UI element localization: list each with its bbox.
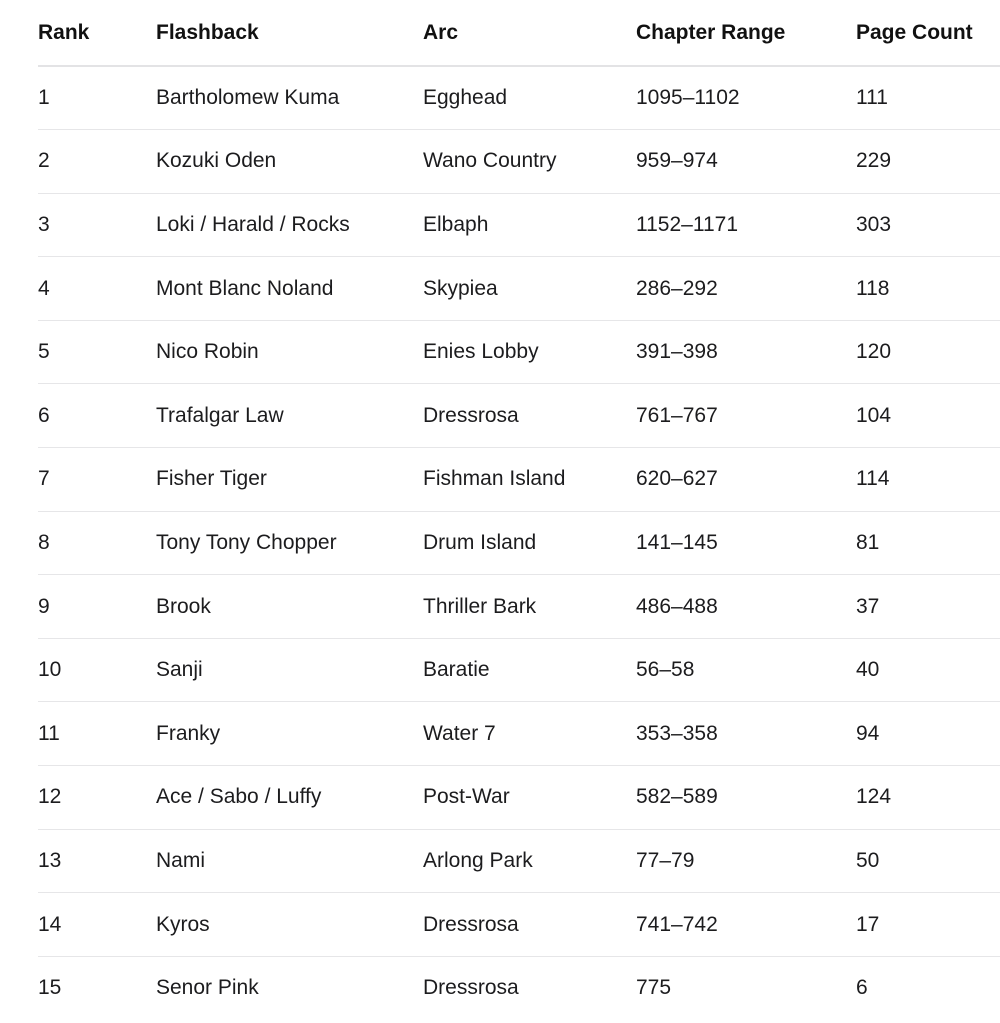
cell-rank: 2 [38, 149, 50, 173]
cell-arc: Dressrosa [423, 403, 519, 427]
cell-flashback: Kyros [156, 912, 210, 936]
cell-rank: 12 [38, 785, 62, 809]
cell-arc: Enies Lobby [423, 340, 539, 364]
cell-chapter-range: 741–742 [636, 912, 718, 936]
table-row [38, 638, 1000, 702]
table-row [38, 384, 1000, 448]
cell-page-count: 229 [856, 149, 892, 173]
table-row [38, 320, 1000, 384]
cell-flashback: Bartholomew Kuma [156, 86, 340, 110]
cell-page-count: 81 [856, 530, 880, 554]
cell-page-count: 118 [856, 276, 890, 300]
table-row [38, 575, 1000, 639]
cell-page-count: 120 [856, 340, 892, 364]
cell-flashback: Mont Blanc Noland [156, 276, 334, 300]
column-header-arc[interactable]: Arc [423, 20, 459, 44]
table-row [38, 193, 1000, 257]
table-row [38, 766, 1000, 830]
cell-flashback: Sanji [156, 658, 203, 682]
cell-arc: Thriller Bark [423, 594, 537, 618]
cell-arc: Egghead [423, 86, 508, 110]
flashback-table-container [38, 0, 1000, 1020]
cell-page-count: 94 [856, 721, 880, 745]
cell-page-count: 303 [856, 212, 892, 236]
cell-rank: 11 [38, 721, 60, 745]
cell-chapter-range: 620–627 [636, 467, 718, 491]
cell-rank: 7 [38, 467, 50, 491]
cell-flashback: Senor Pink [156, 976, 259, 1000]
cell-arc: Arlong Park [423, 848, 533, 872]
cell-arc: Baratie [423, 658, 490, 682]
table-row [38, 702, 1000, 766]
cell-flashback: Loki / Harald / Rocks [156, 212, 350, 236]
cell-page-count: 111 [856, 86, 888, 110]
column-header-flashback[interactable]: Flashback [156, 20, 259, 44]
cell-arc: Skypiea [423, 276, 498, 300]
cell-page-count: 17 [856, 912, 880, 936]
table-row [38, 448, 1000, 512]
cell-rank: 6 [38, 403, 50, 427]
table-row [38, 66, 1000, 130]
cell-arc: Water 7 [423, 721, 496, 745]
cell-page-count: 6 [856, 976, 868, 1000]
cell-flashback: Tony Tony Chopper [156, 530, 337, 554]
cell-flashback: Ace / Sabo / Luffy [156, 785, 322, 809]
cell-chapter-range: 582–589 [636, 785, 718, 809]
header-row [38, 0, 1000, 66]
table-row [38, 130, 1000, 194]
cell-page-count: 50 [856, 848, 880, 872]
cell-page-count: 104 [856, 403, 892, 427]
table-row [38, 829, 1000, 893]
table-row [38, 511, 1000, 575]
cell-rank: 13 [38, 848, 62, 872]
cell-rank: 14 [38, 912, 62, 936]
cell-rank: 3 [38, 212, 50, 236]
cell-arc: Drum Island [423, 530, 537, 554]
cell-rank: 9 [38, 594, 50, 618]
table-body [38, 66, 1000, 1020]
cell-rank: 1 [38, 86, 50, 110]
cell-rank: 15 [38, 976, 62, 1000]
column-header-rank[interactable]: Rank [38, 20, 90, 44]
cell-page-count: 124 [856, 785, 892, 809]
cell-chapter-range: 1152–1171 [636, 212, 738, 236]
cell-rank: 8 [38, 530, 50, 554]
cell-page-count: 40 [856, 658, 880, 682]
cell-chapter-range: 286–292 [636, 276, 718, 300]
cell-chapter-range: 486–488 [636, 594, 718, 618]
table-row [38, 257, 1000, 321]
flashback-table [38, 0, 1000, 1020]
cell-chapter-range: 391–398 [636, 340, 718, 364]
cell-flashback: Nami [156, 848, 206, 872]
cell-arc: Post-War [423, 785, 510, 809]
cell-chapter-range: 959–974 [636, 149, 718, 173]
cell-chapter-range: 775 [636, 976, 672, 1000]
cell-rank: 10 [38, 658, 62, 682]
cell-chapter-range: 1095–1102 [636, 86, 740, 110]
cell-chapter-range: 141–145 [636, 530, 718, 554]
cell-arc: Dressrosa [423, 976, 519, 1000]
cell-rank: 5 [38, 340, 50, 364]
cell-flashback: Fisher Tiger [156, 467, 267, 491]
cell-chapter-range: 761–767 [636, 403, 718, 427]
cell-flashback: Kozuki Oden [156, 149, 277, 173]
cell-flashback: Brook [156, 594, 211, 618]
cell-rank: 4 [38, 276, 50, 300]
cell-arc: Elbaph [423, 212, 489, 236]
column-header-page-count[interactable]: Page Count [856, 20, 973, 44]
cell-chapter-range: 77–79 [636, 848, 695, 872]
cell-flashback: Trafalgar Law [156, 403, 284, 427]
table-row [38, 893, 1000, 957]
column-header-chapter-range[interactable]: Chapter Range [636, 20, 786, 44]
table-row [38, 956, 1000, 1020]
cell-chapter-range: 56–58 [636, 658, 695, 682]
table-header [38, 0, 1000, 66]
cell-chapter-range: 353–358 [636, 721, 718, 745]
cell-flashback: Nico Robin [156, 340, 259, 364]
cell-arc: Dressrosa [423, 912, 519, 936]
cell-page-count: 37 [856, 594, 880, 618]
cell-page-count: 114 [856, 467, 890, 491]
cell-arc: Fishman Island [423, 467, 566, 491]
cell-flashback: Franky [156, 721, 221, 745]
cell-arc: Wano Country [423, 149, 557, 173]
